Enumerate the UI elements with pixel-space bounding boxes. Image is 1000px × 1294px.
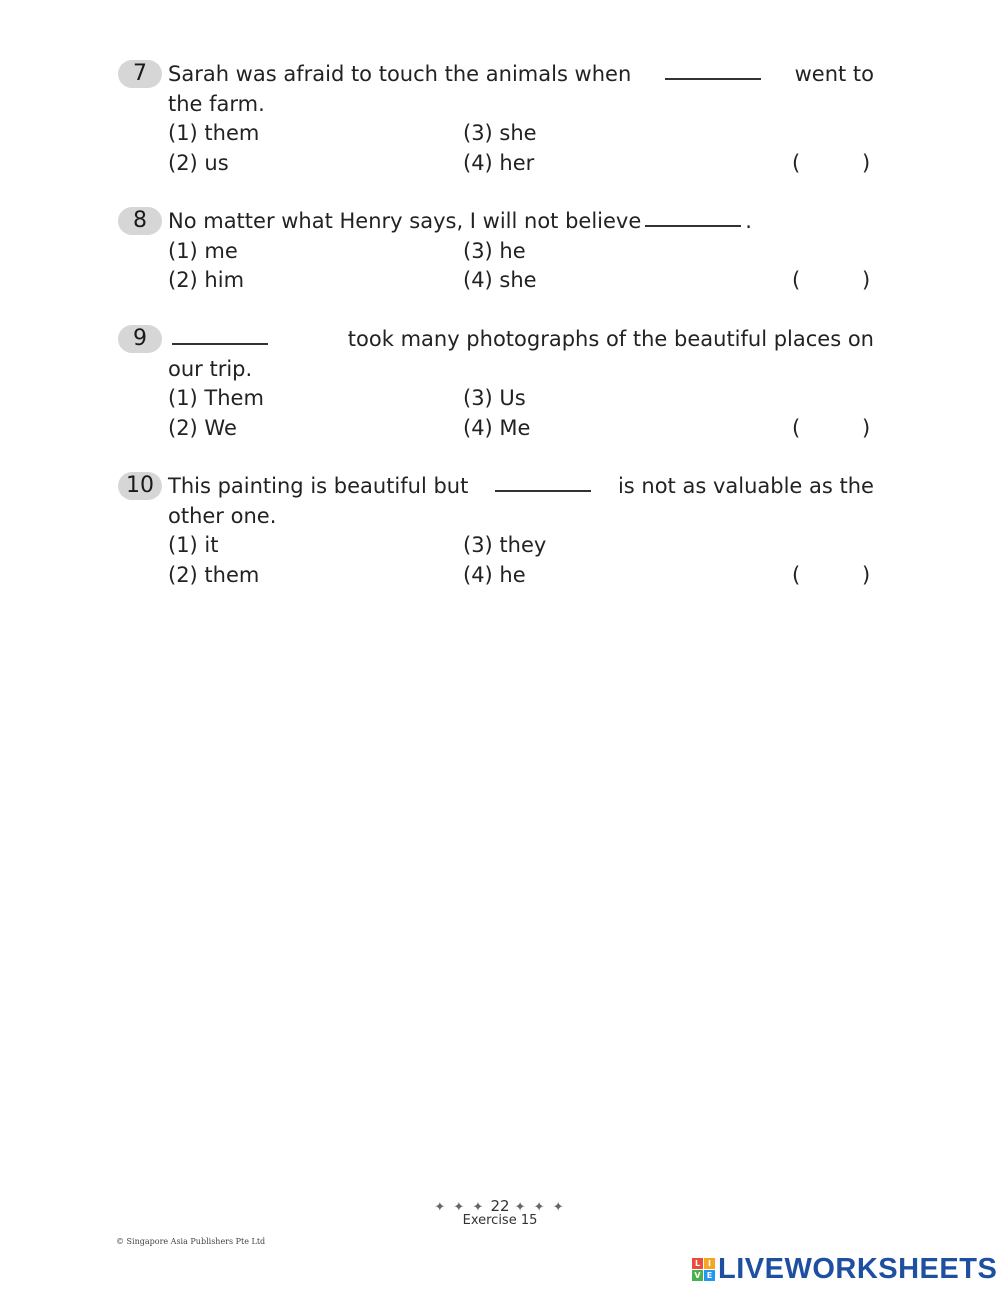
answer-box-close-paren[interactable]: ) <box>862 562 871 587</box>
logo-tile: I <box>704 1258 715 1269</box>
answer-blank[interactable] <box>172 325 268 345</box>
stem-text: Sarah was afraid to touch the animals when <box>168 62 632 86</box>
answer-blank[interactable] <box>495 472 591 492</box>
question-number-badge: 8 <box>118 207 162 235</box>
star-decoration-right: ✦ ✦ ✦ <box>514 1200 566 1215</box>
option-4[interactable]: (4) he <box>463 562 526 587</box>
stem-text: the farm. <box>168 91 265 116</box>
option-2[interactable]: (2) We <box>168 415 237 440</box>
stem-line <box>168 90 874 120</box>
stem-text: This painting is beautiful but <box>168 474 469 498</box>
question-stem <box>168 325 874 384</box>
stem-line <box>168 207 874 237</box>
stem-text: is not as valuable as the <box>617 474 874 498</box>
page-number: 22 <box>490 1197 510 1215</box>
answer-blank[interactable] <box>665 60 761 80</box>
option-2[interactable]: (2) them <box>168 562 260 587</box>
question-number-badge: 10 <box>118 472 162 500</box>
question-stem <box>168 207 874 237</box>
answer-box-open-paren[interactable]: ( <box>792 268 801 292</box>
question-stem <box>168 60 874 119</box>
answer-box-open-paren[interactable]: ( <box>792 150 801 175</box>
logo-tile: V <box>692 1270 703 1281</box>
liveworksheets-logo-icon <box>692 1258 715 1281</box>
question-number-badge: 7 <box>118 60 162 88</box>
exercise-label: Exercise 15 <box>462 1213 538 1228</box>
option-4[interactable]: (4) Me <box>463 415 531 440</box>
answer-box-close-paren[interactable]: ) <box>862 268 871 292</box>
stem-line <box>168 355 874 385</box>
question-stem <box>168 472 874 531</box>
question-number-badge: 9 <box>118 325 162 353</box>
option-1[interactable]: (1) me <box>168 238 238 263</box>
star-decoration-left: ✦ ✦ ✦ <box>434 1200 486 1215</box>
stem-text: took many photographs of the beautiful places on <box>347 327 874 351</box>
option-2[interactable]: (2) us <box>168 150 229 175</box>
option-3[interactable]: (3) he <box>463 238 526 263</box>
stem-text: No matter what Henry says, I will not believe <box>168 209 642 233</box>
answer-box-open-paren[interactable]: ( <box>792 562 801 587</box>
option-3[interactable]: (3) they <box>463 533 547 557</box>
stem-line <box>168 472 874 502</box>
answer-box-close-paren[interactable]: ) <box>862 150 871 175</box>
stem-line <box>168 325 874 355</box>
option-1[interactable]: (1) it <box>168 533 219 557</box>
copyright-notice: © Singapore Asia Publishers Pte Ltd <box>116 1237 266 1246</box>
option-4[interactable]: (4) her <box>463 150 535 175</box>
stem-text: went to <box>794 62 874 86</box>
stem-line <box>168 502 874 532</box>
option-3[interactable]: (3) she <box>463 121 537 145</box>
liveworksheets-wordmark: LIVEWORKSHEETS <box>718 1253 998 1285</box>
answer-blank[interactable] <box>645 207 741 227</box>
stem-text: other one. <box>168 503 277 528</box>
option-4[interactable]: (4) she <box>463 268 537 292</box>
stem-text: . <box>745 209 752 233</box>
option-3[interactable]: (3) Us <box>463 386 526 410</box>
liveworksheets-brand[interactable] <box>692 1253 997 1286</box>
option-1[interactable]: (1) Them <box>168 386 264 410</box>
option-1[interactable]: (1) them <box>168 121 260 145</box>
option-2[interactable]: (2) him <box>168 268 245 292</box>
logo-tile: E <box>704 1270 715 1281</box>
answer-box-close-paren[interactable]: ) <box>862 415 871 440</box>
stem-line <box>168 60 874 90</box>
logo-tile: L <box>692 1258 703 1269</box>
stem-text: our trip. <box>168 356 253 381</box>
answer-box-open-paren[interactable]: ( <box>792 415 801 440</box>
